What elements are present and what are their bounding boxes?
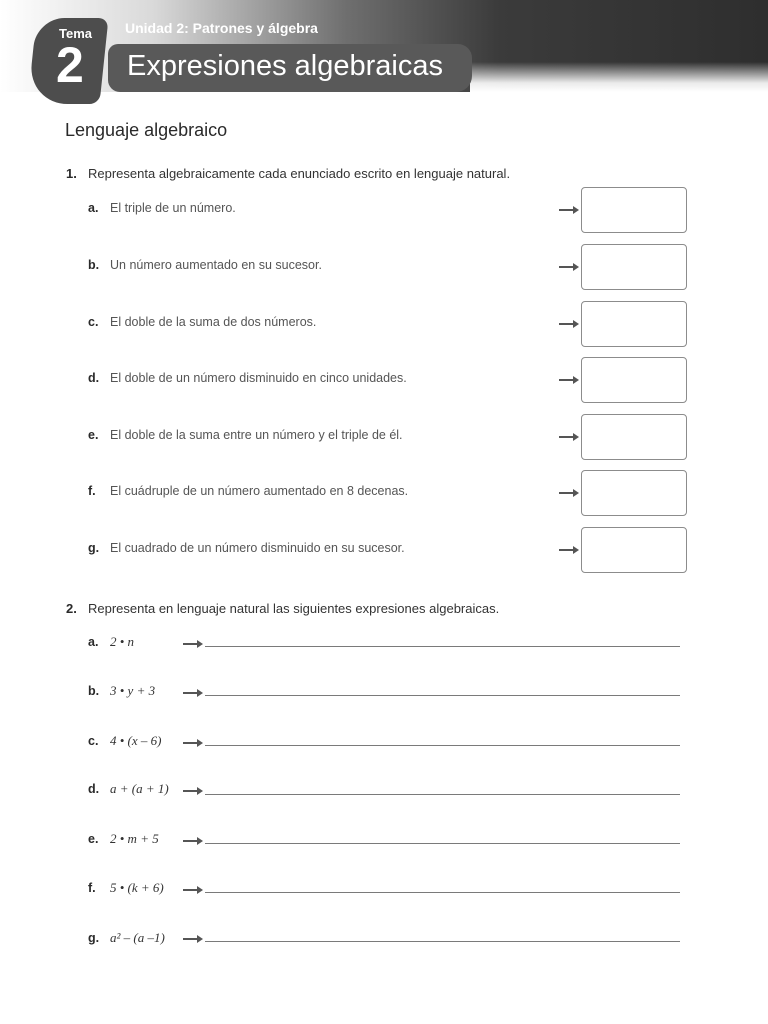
- arrow-right-icon: [183, 692, 201, 694]
- q1-item-text-d: El doble de un número disminuido en cinco unidades.: [110, 371, 407, 385]
- answer-line-g[interactable]: [205, 941, 680, 942]
- arrow-right-icon: [183, 938, 201, 940]
- answer-box-b[interactable]: [581, 244, 687, 290]
- question-1-text: Representa algebraicamente cada enunciado escrito en lenguaje natural.: [88, 166, 511, 181]
- arrow-right-icon: [559, 379, 577, 381]
- arrow-right-icon: [559, 549, 577, 551]
- q2-item-letter-g: g.: [88, 931, 100, 945]
- unit-label: Unidad 2: Patrones y álgebra: [125, 20, 318, 36]
- q1-item-text-a: El triple de un número.: [110, 201, 236, 215]
- arrow-right-icon: [183, 840, 201, 842]
- tema-label: Tema: [59, 26, 92, 41]
- header-fade: [470, 62, 768, 92]
- page-title: Expresiones algebraicas: [127, 50, 443, 82]
- arrow-right-icon: [183, 790, 201, 792]
- q2-expression-e: 2 • m + 5: [110, 831, 159, 846]
- q1-item-letter-e: e.: [88, 428, 99, 442]
- answer-box-g[interactable]: [581, 527, 687, 573]
- q2-item-letter-a: a.: [88, 635, 99, 649]
- q1-item-letter-f: f.: [88, 484, 96, 498]
- answer-line-b[interactable]: [205, 695, 680, 696]
- q1-item-text-g: El cuadrado de un número disminuido en su sucesor.: [110, 541, 405, 555]
- q2-expression-d: a + (a + 1): [110, 781, 169, 796]
- q1-item-letter-b: b.: [88, 258, 100, 272]
- answer-box-a[interactable]: [581, 187, 687, 233]
- question-2-number: 2.: [66, 601, 77, 616]
- q1-item-text-e: El doble de la suma entre un número y el triple de él.: [110, 428, 403, 442]
- section-title: Lenguaje algebraico: [65, 120, 228, 140]
- answer-line-d[interactable]: [205, 794, 680, 795]
- question-1-number: 1.: [66, 166, 77, 181]
- q1-item-letter-d: d.: [88, 371, 100, 385]
- q1-item-text-b: Un número aumentado en su sucesor.: [110, 258, 322, 272]
- answer-box-f[interactable]: [581, 470, 687, 516]
- q2-item-letter-f: f.: [88, 881, 96, 895]
- arrow-right-icon: [559, 209, 577, 211]
- answer-line-f[interactable]: [205, 892, 680, 893]
- q1-item-letter-a: a.: [88, 201, 99, 215]
- arrow-right-icon: [559, 266, 577, 268]
- q2-item-letter-d: d.: [88, 782, 100, 796]
- answer-box-d[interactable]: [581, 357, 687, 403]
- answer-line-a[interactable]: [205, 646, 680, 647]
- q2-item-letter-b: b.: [88, 684, 100, 698]
- q1-item-text-f: El cuádruple de un número aumentado en 8 decenas.: [110, 484, 409, 498]
- q2-expression-a: 2 • n: [110, 634, 135, 649]
- arrow-right-icon: [559, 492, 577, 494]
- q2-item-letter-c: c.: [88, 734, 99, 748]
- arrow-right-icon: [559, 436, 577, 438]
- q2-expression-g: a² – (a –1): [110, 930, 165, 945]
- tema-number: 2: [56, 37, 84, 93]
- q1-item-text-c: El doble de la suma de dos números.: [110, 315, 317, 329]
- arrow-right-icon: [183, 889, 201, 891]
- arrow-right-icon: [183, 643, 201, 645]
- arrow-right-icon: [183, 742, 201, 744]
- answer-line-e[interactable]: [205, 843, 680, 844]
- answer-box-c[interactable]: [581, 301, 687, 347]
- q2-expression-f: 5 • (k + 6): [110, 880, 164, 895]
- question-2-text: Representa en lenguaje natural las siguientes expresiones algebraicas.: [88, 601, 500, 616]
- answer-line-c[interactable]: [205, 745, 680, 746]
- q1-item-letter-g: g.: [88, 541, 100, 555]
- q1-item-letter-c: c.: [88, 315, 99, 329]
- q2-expression-c: 4 • (x – 6): [110, 733, 162, 748]
- answer-box-e[interactable]: [581, 414, 687, 460]
- arrow-right-icon: [559, 323, 577, 325]
- q2-expression-b: 3 • y + 3: [110, 683, 156, 698]
- q2-item-letter-e: e.: [88, 832, 99, 846]
